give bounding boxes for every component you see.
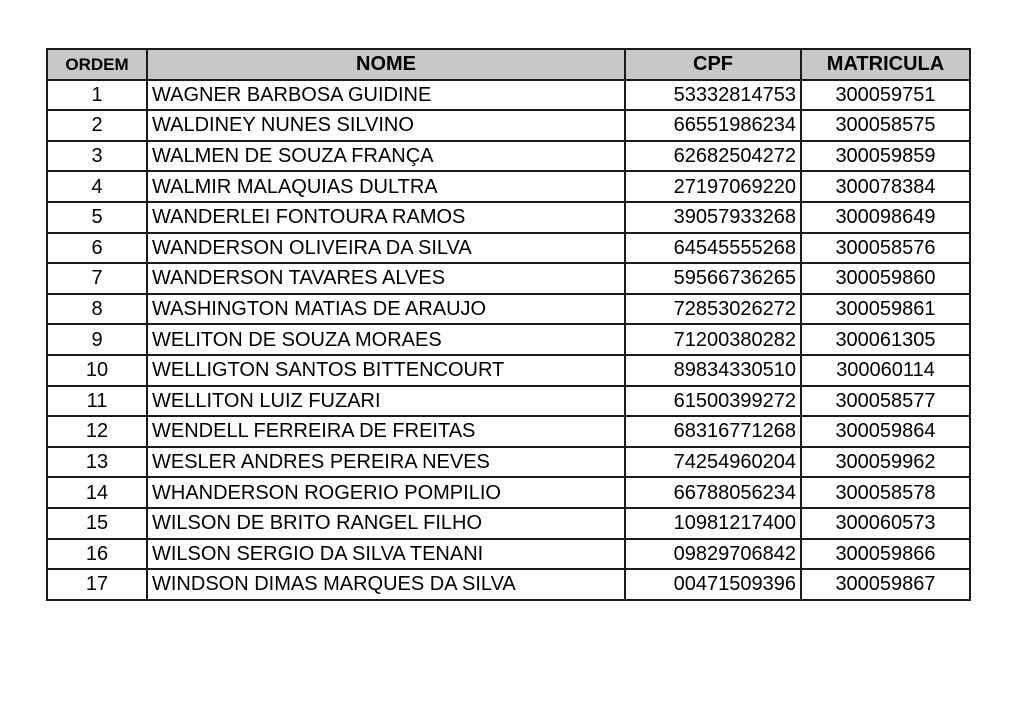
header-ordem: ORDEM bbox=[47, 49, 147, 80]
cell-ordem: 6 bbox=[47, 233, 147, 264]
cell-matricula: 300059962 bbox=[801, 447, 970, 478]
cell-matricula: 300059859 bbox=[801, 141, 970, 172]
table-body bbox=[47, 80, 970, 600]
cell-cpf: 71200380282 bbox=[625, 324, 801, 355]
cell-matricula: 300058575 bbox=[801, 110, 970, 141]
cell-cpf: 00471509396 bbox=[625, 569, 801, 600]
cell-cpf: 64545555268 bbox=[625, 233, 801, 264]
cell-ordem: 17 bbox=[47, 569, 147, 600]
cell-ordem: 4 bbox=[47, 171, 147, 202]
cell-nome: WANDERLEI FONTOURA RAMOS bbox=[147, 202, 625, 233]
cell-matricula: 300059860 bbox=[801, 263, 970, 294]
table-row bbox=[47, 294, 970, 325]
cell-cpf: 10981217400 bbox=[625, 508, 801, 539]
table-row bbox=[47, 202, 970, 233]
cell-ordem: 11 bbox=[47, 386, 147, 417]
roster-table bbox=[46, 48, 971, 601]
cell-matricula: 300058577 bbox=[801, 386, 970, 417]
table-row bbox=[47, 508, 970, 539]
cell-nome: WINDSON DIMAS MARQUES DA SILVA bbox=[147, 569, 625, 600]
table-row bbox=[47, 110, 970, 141]
cell-nome: WELLIGTON SANTOS BITTENCOURT bbox=[147, 355, 625, 386]
cell-cpf: 62682504272 bbox=[625, 141, 801, 172]
cell-matricula: 300059861 bbox=[801, 294, 970, 325]
cell-matricula: 300059867 bbox=[801, 569, 970, 600]
cell-ordem: 12 bbox=[47, 416, 147, 447]
cell-nome: WESLER ANDRES PEREIRA NEVES bbox=[147, 447, 625, 478]
cell-nome: WHANDERSON ROGERIO POMPILIO bbox=[147, 477, 625, 508]
cell-cpf: 66788056234 bbox=[625, 477, 801, 508]
table-row bbox=[47, 386, 970, 417]
table-row bbox=[47, 141, 970, 172]
cell-nome: WELLITON LUIZ FUZARI bbox=[147, 386, 625, 417]
table-row bbox=[47, 355, 970, 386]
cell-cpf: 89834330510 bbox=[625, 355, 801, 386]
cell-nome: WILSON SERGIO DA SILVA TENANI bbox=[147, 539, 625, 570]
header-row bbox=[47, 49, 970, 80]
table-row bbox=[47, 539, 970, 570]
cell-nome: WANDERSON TAVARES ALVES bbox=[147, 263, 625, 294]
cell-cpf: 66551986234 bbox=[625, 110, 801, 141]
cell-nome: WANDERSON OLIVEIRA DA SILVA bbox=[147, 233, 625, 264]
cell-cpf: 39057933268 bbox=[625, 202, 801, 233]
table-row bbox=[47, 477, 970, 508]
cell-cpf: 61500399272 bbox=[625, 386, 801, 417]
cell-cpf: 53332814753 bbox=[625, 80, 801, 111]
cell-cpf: 09829706842 bbox=[625, 539, 801, 570]
cell-matricula: 300059751 bbox=[801, 80, 970, 111]
cell-cpf: 59566736265 bbox=[625, 263, 801, 294]
cell-ordem: 15 bbox=[47, 508, 147, 539]
cell-matricula: 300060573 bbox=[801, 508, 970, 539]
header-nome: NOME bbox=[147, 49, 625, 80]
cell-ordem: 7 bbox=[47, 263, 147, 294]
table-row bbox=[47, 171, 970, 202]
cell-cpf: 72853026272 bbox=[625, 294, 801, 325]
cell-ordem: 9 bbox=[47, 324, 147, 355]
table-row bbox=[47, 263, 970, 294]
cell-matricula: 300059866 bbox=[801, 539, 970, 570]
table-row bbox=[47, 447, 970, 478]
cell-ordem: 10 bbox=[47, 355, 147, 386]
cell-cpf: 68316771268 bbox=[625, 416, 801, 447]
cell-ordem: 2 bbox=[47, 110, 147, 141]
cell-matricula: 300058578 bbox=[801, 477, 970, 508]
cell-cpf: 27197069220 bbox=[625, 171, 801, 202]
cell-nome: WILSON DE BRITO RANGEL FILHO bbox=[147, 508, 625, 539]
cell-nome: WASHINGTON MATIAS DE ARAUJO bbox=[147, 294, 625, 325]
cell-matricula: 300059864 bbox=[801, 416, 970, 447]
table-row bbox=[47, 80, 970, 111]
cell-nome: WALMEN DE SOUZA FRANÇA bbox=[147, 141, 625, 172]
cell-nome: WALDINEY NUNES SILVINO bbox=[147, 110, 625, 141]
cell-nome: WELITON DE SOUZA MORAES bbox=[147, 324, 625, 355]
cell-matricula: 300060114 bbox=[801, 355, 970, 386]
table-row bbox=[47, 233, 970, 264]
cell-ordem: 8 bbox=[47, 294, 147, 325]
cell-nome: WALMIR MALAQUIAS DULTRA bbox=[147, 171, 625, 202]
cell-ordem: 16 bbox=[47, 539, 147, 570]
cell-ordem: 1 bbox=[47, 80, 147, 111]
cell-nome: WAGNER BARBOSA GUIDINE bbox=[147, 80, 625, 111]
cell-matricula: 300061305 bbox=[801, 324, 970, 355]
table-header bbox=[47, 49, 970, 80]
table-row bbox=[47, 569, 970, 600]
cell-matricula: 300078384 bbox=[801, 171, 970, 202]
cell-ordem: 14 bbox=[47, 477, 147, 508]
cell-matricula: 300098649 bbox=[801, 202, 970, 233]
cell-ordem: 3 bbox=[47, 141, 147, 172]
header-matricula: MATRICULA bbox=[801, 49, 970, 80]
cell-matricula: 300058576 bbox=[801, 233, 970, 264]
cell-cpf: 74254960204 bbox=[625, 447, 801, 478]
header-cpf: CPF bbox=[625, 49, 801, 80]
table-row bbox=[47, 324, 970, 355]
table-row bbox=[47, 416, 970, 447]
cell-nome: WENDELL FERREIRA DE FREITAS bbox=[147, 416, 625, 447]
cell-ordem: 13 bbox=[47, 447, 147, 478]
cell-ordem: 5 bbox=[47, 202, 147, 233]
